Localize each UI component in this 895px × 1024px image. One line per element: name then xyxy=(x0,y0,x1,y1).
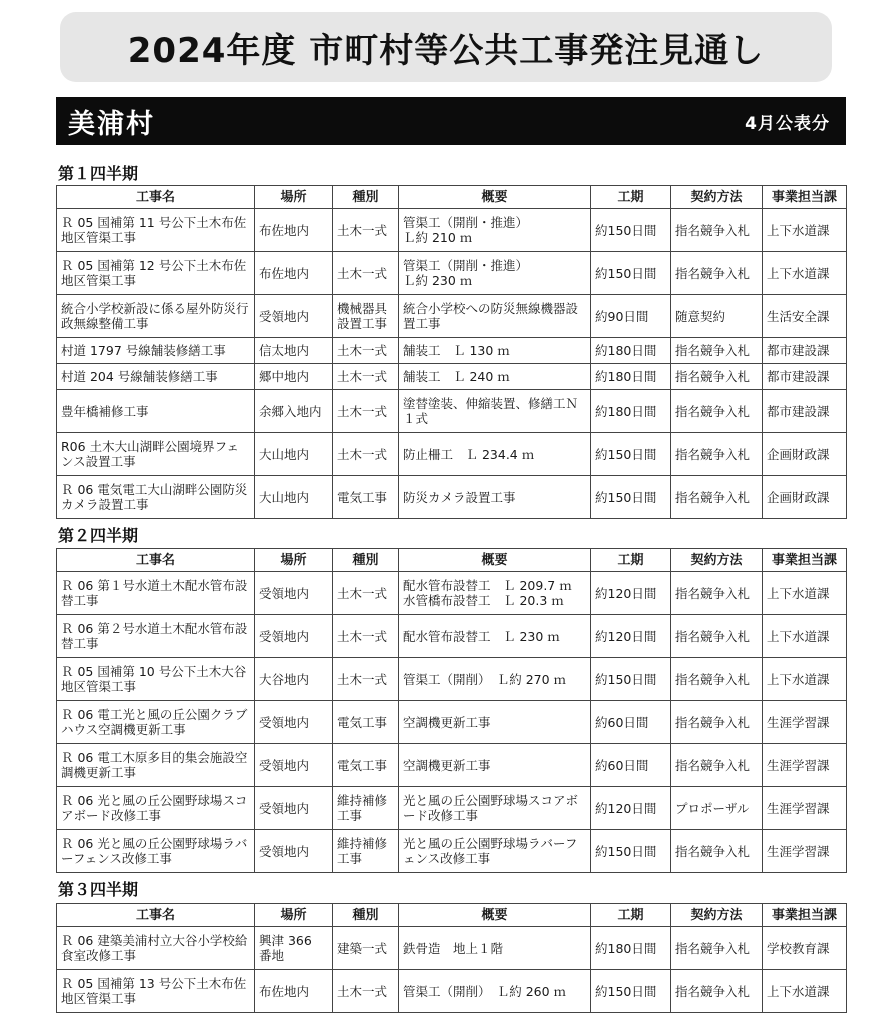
table-row xyxy=(57,830,847,873)
table-row xyxy=(57,572,847,615)
cell-text: 指名競争入札 xyxy=(675,628,751,644)
cell-text: 受領地内 xyxy=(259,714,310,730)
cell-category xyxy=(333,252,399,295)
cell-text: 指名競争入札 xyxy=(675,671,751,687)
cell-period xyxy=(591,364,671,390)
cell-text: 塗替塗装、伸縮装置、修繕工Ｎ１式 xyxy=(403,396,579,426)
cell-text: 土木一式 xyxy=(337,983,388,999)
cell-text: 統合小学校への防災無線機器設置工事 xyxy=(403,301,579,331)
cell-text: 土木一式 xyxy=(337,585,388,601)
cell-department xyxy=(763,830,847,873)
column-header-department: 事業担当課 xyxy=(763,904,847,927)
cell-department xyxy=(763,744,847,787)
cell-work-name xyxy=(57,390,255,433)
cell-outline xyxy=(399,252,591,295)
cell-text: 生涯学習課 xyxy=(767,714,830,730)
cell-outline xyxy=(399,572,591,615)
column-header-location: 場所 xyxy=(255,904,333,927)
table-row xyxy=(57,252,847,295)
cell-department xyxy=(763,295,847,338)
cell-work-name xyxy=(57,572,255,615)
cell-text: 大山地内 xyxy=(259,489,310,505)
cell-outline xyxy=(399,338,591,364)
cell-text: 上下水道課 xyxy=(767,265,830,281)
cell-text: 約180日間 xyxy=(595,343,657,358)
cell-text: 約180日間 xyxy=(595,403,657,419)
cell-text: 生涯学習課 xyxy=(767,800,830,816)
cell-location xyxy=(255,209,333,252)
cell-category xyxy=(333,744,399,787)
cell-contract-method xyxy=(671,830,763,873)
quarter-heading: 第２四半期 xyxy=(58,526,139,545)
column-header-outline: 概要 xyxy=(399,904,591,927)
page-title: 2024年度 市町村等公共工事発注見通し xyxy=(60,12,832,82)
cell-text: Ｒ 05 国補第 10 号公下土木大谷地区管渠工事 xyxy=(61,664,247,694)
cell-contract-method xyxy=(671,364,763,390)
cell-work-name xyxy=(57,476,255,519)
cell-text: R06 土木大山湖畔公園境界フェンス設置工事 xyxy=(61,439,239,469)
cell-text: 空調機更新工事 xyxy=(403,714,491,730)
cell-text: 維持補修 工事 xyxy=(337,793,388,823)
village-header xyxy=(56,97,846,145)
cell-text: 約150日間 xyxy=(595,843,657,859)
cell-text: 約120日間 xyxy=(595,628,657,644)
cell-text: 学校教育課 xyxy=(767,940,830,956)
table-row xyxy=(57,744,847,787)
cell-text: 管渠工（開削） Ｌ約 270 ｍ xyxy=(403,671,567,687)
cell-text: Ｒ 06 第２号水道土木配水管布設替工事 xyxy=(61,621,248,651)
cell-category xyxy=(333,390,399,433)
cell-location xyxy=(255,433,333,476)
cell-department xyxy=(763,433,847,476)
cell-outline xyxy=(399,787,591,830)
cell-period xyxy=(591,787,671,830)
cell-text: 約120日間 xyxy=(595,585,657,601)
table-header-row xyxy=(57,549,847,572)
cell-outline xyxy=(399,615,591,658)
cell-contract-method xyxy=(671,615,763,658)
cell-category xyxy=(333,830,399,873)
cell-work-name xyxy=(57,364,255,390)
works-table xyxy=(56,185,847,519)
works-table xyxy=(56,548,847,873)
cell-text: Ｒ 06 第１号水道土木配水管布設替工事 xyxy=(61,578,248,608)
cell-text: 布佐地内 xyxy=(259,222,310,238)
cell-text: 土木一式 xyxy=(337,369,388,384)
cell-text: 企画財政課 xyxy=(767,489,830,505)
column-header-work-name: 工事名 xyxy=(57,186,255,209)
cell-text: 受領地内 xyxy=(259,585,310,601)
cell-contract-method xyxy=(671,701,763,744)
table-row xyxy=(57,364,847,390)
cell-category xyxy=(333,658,399,701)
cell-contract-method xyxy=(671,572,763,615)
column-header-contract-method: 契約方法 xyxy=(671,549,763,572)
cell-outline xyxy=(399,830,591,873)
cell-period xyxy=(591,295,671,338)
column-header-outline: 概要 xyxy=(399,549,591,572)
quarter-heading: 第３四半期 xyxy=(58,880,139,899)
cell-text: 鉄骨造 地上１階 xyxy=(403,940,504,956)
cell-text: 管渠工（開削・推進） Ｌ約 210 ｍ xyxy=(403,215,529,245)
cell-outline xyxy=(399,970,591,1013)
cell-work-name xyxy=(57,209,255,252)
cell-period xyxy=(591,252,671,295)
table-header-row xyxy=(57,904,847,927)
column-header-category: 種別 xyxy=(333,904,399,927)
cell-work-name xyxy=(57,295,255,338)
cell-text: 土木一式 xyxy=(337,265,388,281)
column-header-contract-method: 契約方法 xyxy=(671,186,763,209)
cell-text: 信太地内 xyxy=(259,343,310,358)
cell-location xyxy=(255,295,333,338)
cell-text: 村道 204 号線舗装修繕工事 xyxy=(61,369,218,384)
cell-contract-method xyxy=(671,927,763,970)
cell-work-name xyxy=(57,787,255,830)
cell-text: 約150日間 xyxy=(595,489,657,505)
table-row xyxy=(57,658,847,701)
cell-text: 余郷入地内 xyxy=(259,403,322,419)
table-row xyxy=(57,338,847,364)
cell-text: 土木一式 xyxy=(337,671,388,687)
cell-text: 受領地内 xyxy=(259,308,310,324)
cell-text: 指名競争入札 xyxy=(675,343,751,358)
cell-department xyxy=(763,927,847,970)
cell-department xyxy=(763,787,847,830)
cell-outline xyxy=(399,701,591,744)
cell-text: 村道 1797 号線舗装修繕工事 xyxy=(61,343,226,358)
cell-location xyxy=(255,338,333,364)
cell-period xyxy=(591,658,671,701)
cell-text: Ｒ 06 電工木原多目的集会施設空調機更新工事 xyxy=(61,750,248,780)
cell-text: 防災カメラ設置工事 xyxy=(403,489,516,505)
cell-text: 舗装工 Ｌ 130 ｍ xyxy=(403,343,510,358)
release-label: 4月公表分 xyxy=(745,113,830,134)
column-header-period: 工期 xyxy=(591,904,671,927)
column-header-outline: 概要 xyxy=(399,186,591,209)
cell-contract-method xyxy=(671,433,763,476)
cell-text: 企画財政課 xyxy=(767,446,830,462)
cell-department xyxy=(763,658,847,701)
cell-text: 指名競争入札 xyxy=(675,714,751,730)
cell-outline xyxy=(399,295,591,338)
column-header-period: 工期 xyxy=(591,549,671,572)
cell-period xyxy=(591,209,671,252)
cell-work-name xyxy=(57,970,255,1013)
cell-department xyxy=(763,572,847,615)
cell-text: 機械器具 設置工事 xyxy=(337,301,388,331)
cell-text: 約60日間 xyxy=(595,757,649,773)
cell-text: Ｒ 06 建築美浦村立大谷小学校給食室改修工事 xyxy=(61,933,248,963)
cell-outline xyxy=(399,364,591,390)
cell-category xyxy=(333,338,399,364)
cell-text: Ｒ 06 電工光と風の丘公園クラブハウス空調機更新工事 xyxy=(61,707,248,737)
cell-text: 配水管布設替工 Ｌ 209.7 ｍ 水管橋布設替工 Ｌ 20.3 ｍ xyxy=(403,578,572,608)
cell-text: 約150日間 xyxy=(595,671,657,687)
cell-work-name xyxy=(57,830,255,873)
cell-text: 布佐地内 xyxy=(259,265,310,281)
cell-department xyxy=(763,970,847,1013)
cell-period xyxy=(591,476,671,519)
cell-text: 郷中地内 xyxy=(259,369,310,384)
cell-contract-method xyxy=(671,295,763,338)
cell-text: 指名競争入札 xyxy=(675,222,751,238)
cell-text: Ｒ 06 光と風の丘公園野球場スコアボード改修工事 xyxy=(61,793,248,823)
cell-period xyxy=(591,615,671,658)
cell-category xyxy=(333,433,399,476)
cell-text: 指名競争入札 xyxy=(675,403,751,419)
cell-period xyxy=(591,830,671,873)
cell-work-name xyxy=(57,433,255,476)
cell-text: 空調機更新工事 xyxy=(403,757,491,773)
cell-location xyxy=(255,476,333,519)
cell-contract-method xyxy=(671,970,763,1013)
cell-text: 受領地内 xyxy=(259,628,310,644)
cell-text: 上下水道課 xyxy=(767,983,830,999)
cell-work-name xyxy=(57,252,255,295)
cell-location xyxy=(255,572,333,615)
cell-text: 電気工事 xyxy=(337,489,388,505)
cell-text: 光と風の丘公園野球場スコアボード改修工事 xyxy=(403,793,579,823)
cell-text: 指名競争入札 xyxy=(675,585,751,601)
cell-work-name xyxy=(57,338,255,364)
cell-location xyxy=(255,830,333,873)
cell-text: プロポーザル xyxy=(675,800,750,816)
cell-location xyxy=(255,390,333,433)
cell-text: 受領地内 xyxy=(259,843,310,859)
cell-text: 電気工事 xyxy=(337,714,388,730)
cell-location xyxy=(255,252,333,295)
cell-period xyxy=(591,970,671,1013)
cell-location xyxy=(255,787,333,830)
cell-location xyxy=(255,701,333,744)
cell-period xyxy=(591,572,671,615)
cell-text: 土木一式 xyxy=(337,446,388,462)
cell-text: 受領地内 xyxy=(259,757,310,773)
table-row xyxy=(57,433,847,476)
cell-contract-method xyxy=(671,252,763,295)
cell-text: Ｒ 05 国補第 11 号公下土木布佐地区管渠工事 xyxy=(61,215,247,245)
column-header-category: 種別 xyxy=(333,186,399,209)
table-row xyxy=(57,390,847,433)
cell-department xyxy=(763,364,847,390)
cell-outline xyxy=(399,390,591,433)
cell-text: Ｒ 05 国補第 12 号公下土木布佐地区管渠工事 xyxy=(61,258,247,288)
cell-text: 配水管布設替工 Ｌ 230 ｍ xyxy=(403,628,560,644)
cell-contract-method xyxy=(671,476,763,519)
cell-text: 約150日間 xyxy=(595,983,657,999)
cell-department xyxy=(763,701,847,744)
cell-text: 電気工事 xyxy=(337,757,388,773)
cell-text: 随意契約 xyxy=(675,308,726,324)
cell-contract-method xyxy=(671,390,763,433)
cell-text: 約150日間 xyxy=(595,222,657,238)
table-row xyxy=(57,476,847,519)
cell-category xyxy=(333,927,399,970)
cell-text: 興津 366 番地 xyxy=(259,933,312,963)
cell-text: 上下水道課 xyxy=(767,671,830,687)
cell-text: 舗装工 Ｌ 240 ｍ xyxy=(403,369,510,384)
cell-text: 維持補修 工事 xyxy=(337,836,388,866)
cell-text: 指名競争入札 xyxy=(675,369,751,384)
cell-outline xyxy=(399,744,591,787)
cell-category xyxy=(333,295,399,338)
cell-category xyxy=(333,701,399,744)
cell-text: 約180日間 xyxy=(595,369,657,384)
cell-text: 布佐地内 xyxy=(259,983,310,999)
cell-text: 約60日間 xyxy=(595,714,649,730)
cell-department xyxy=(763,338,847,364)
column-header-work-name: 工事名 xyxy=(57,549,255,572)
cell-contract-method xyxy=(671,209,763,252)
column-header-category: 種別 xyxy=(333,549,399,572)
table-row xyxy=(57,615,847,658)
cell-location xyxy=(255,658,333,701)
cell-department xyxy=(763,390,847,433)
cell-text: 生活安全課 xyxy=(767,308,830,324)
cell-category xyxy=(333,572,399,615)
cell-text: 約90日間 xyxy=(595,308,649,324)
cell-text: 都市建設課 xyxy=(767,343,830,358)
cell-period xyxy=(591,338,671,364)
cell-contract-method xyxy=(671,658,763,701)
cell-text: 大谷地内 xyxy=(259,671,310,687)
cell-text: 上下水道課 xyxy=(767,628,830,644)
cell-text: 光と風の丘公園野球場ラバーフェンス改修工事 xyxy=(403,836,578,866)
cell-outline xyxy=(399,476,591,519)
cell-text: 統合小学校新設に係る屋外防災行政無線整備工事 xyxy=(61,301,249,331)
cell-department xyxy=(763,615,847,658)
cell-text: 約180日間 xyxy=(595,940,657,956)
column-header-work-name: 工事名 xyxy=(57,904,255,927)
cell-text: 土木一式 xyxy=(337,343,388,358)
table-row xyxy=(57,927,847,970)
cell-work-name xyxy=(57,744,255,787)
cell-department xyxy=(763,209,847,252)
column-header-location: 場所 xyxy=(255,186,333,209)
cell-text: 指名競争入札 xyxy=(675,489,751,505)
cell-location xyxy=(255,615,333,658)
cell-location xyxy=(255,744,333,787)
cell-text: Ｒ 06 光と風の丘公園野球場ラバーフェンス改修工事 xyxy=(61,836,248,866)
column-header-period: 工期 xyxy=(591,186,671,209)
table-header-row xyxy=(57,186,847,209)
cell-text: 生涯学習課 xyxy=(767,757,830,773)
cell-text: 上下水道課 xyxy=(767,585,830,601)
cell-location xyxy=(255,970,333,1013)
cell-text: 土木一式 xyxy=(337,222,388,238)
cell-category xyxy=(333,209,399,252)
cell-period xyxy=(591,744,671,787)
cell-category xyxy=(333,787,399,830)
cell-location xyxy=(255,364,333,390)
cell-text: 指名競争入札 xyxy=(675,940,751,956)
cell-contract-method xyxy=(671,744,763,787)
cell-text: 生涯学習課 xyxy=(767,843,830,859)
cell-text: 防止柵工 Ｌ 234.4 ｍ xyxy=(403,446,535,462)
column-header-contract-method: 契約方法 xyxy=(671,904,763,927)
cell-category xyxy=(333,970,399,1013)
table-row xyxy=(57,701,847,744)
cell-text: 都市建設課 xyxy=(767,369,830,384)
cell-text: 約150日間 xyxy=(595,446,657,462)
cell-text: 受領地内 xyxy=(259,800,310,816)
cell-text: 豊年橋補修工事 xyxy=(61,403,149,419)
cell-department xyxy=(763,252,847,295)
column-header-department: 事業担当課 xyxy=(763,186,847,209)
cell-period xyxy=(591,390,671,433)
cell-text: 指名競争入札 xyxy=(675,757,751,773)
cell-text: 建築一式 xyxy=(337,940,388,956)
cell-text: 大山地内 xyxy=(259,446,310,462)
cell-department xyxy=(763,476,847,519)
cell-work-name xyxy=(57,658,255,701)
cell-text: Ｒ 05 国補第 13 号公下土木布佐地区管渠工事 xyxy=(61,976,247,1006)
table-row xyxy=(57,970,847,1013)
table-row xyxy=(57,295,847,338)
cell-text: 上下水道課 xyxy=(767,222,830,238)
cell-text: 指名競争入札 xyxy=(675,265,751,281)
cell-text: Ｒ 06 電気電工大山湖畔公園防災カメラ設置工事 xyxy=(61,482,248,512)
cell-contract-method xyxy=(671,338,763,364)
village-name: 美浦村 xyxy=(68,108,155,140)
cell-period xyxy=(591,927,671,970)
cell-contract-method xyxy=(671,787,763,830)
cell-text: 土木一式 xyxy=(337,403,388,419)
cell-work-name xyxy=(57,701,255,744)
cell-outline xyxy=(399,433,591,476)
cell-category xyxy=(333,364,399,390)
cell-category xyxy=(333,615,399,658)
cell-work-name xyxy=(57,615,255,658)
quarter-heading: 第１四半期 xyxy=(58,164,139,183)
column-header-department: 事業担当課 xyxy=(763,549,847,572)
cell-text: 管渠工（開削） Ｌ約 260 ｍ xyxy=(403,983,567,999)
table-row xyxy=(57,209,847,252)
cell-period xyxy=(591,433,671,476)
cell-text: 都市建設課 xyxy=(767,403,830,419)
cell-text: 土木一式 xyxy=(337,628,388,644)
table-row xyxy=(57,787,847,830)
cell-location xyxy=(255,927,333,970)
cell-text: 指名競争入札 xyxy=(675,446,751,462)
cell-outline xyxy=(399,927,591,970)
cell-period xyxy=(591,701,671,744)
cell-work-name xyxy=(57,927,255,970)
cell-text: 指名競争入札 xyxy=(675,843,751,859)
cell-text: 約120日間 xyxy=(595,800,657,816)
works-table xyxy=(56,903,847,1013)
cell-outline xyxy=(399,209,591,252)
cell-text: 管渠工（開削・推進） Ｌ約 230 ｍ xyxy=(403,258,529,288)
cell-category xyxy=(333,476,399,519)
cell-text: 約150日間 xyxy=(595,265,657,281)
cell-outline xyxy=(399,658,591,701)
cell-text: 指名競争入札 xyxy=(675,983,751,999)
column-header-location: 場所 xyxy=(255,549,333,572)
